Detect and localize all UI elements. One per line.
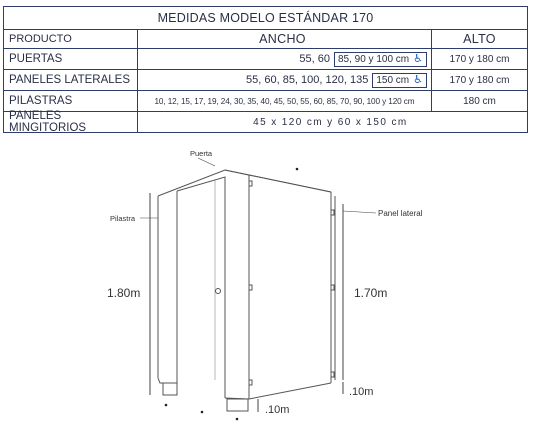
bracket-mark [249,285,252,290]
left-pilaster [158,191,177,383]
wheelchair-icon: ♿ [413,73,423,86]
width-boxed: 85, 90 y 100 cm [337,53,410,65]
label-side-panel: Panel lateral [378,209,423,218]
side-panel [249,175,331,399]
width-plain: 10, 12, 15, 17, 19, 24, 30, 35, 40, 45, 50, 55, 60, 85, 70, 90, 100 y 120 cm [154,96,415,106]
row-height: 170 y 180 cm [449,74,510,86]
width-boxed: 150 cm [376,74,410,86]
bracket-mark [331,285,334,290]
label-gap-front: .10m [265,404,290,416]
bracket-mark [331,372,334,377]
label-height-side: 1.70m [354,286,388,300]
width-plain: 55, 60 [299,53,330,65]
width-plain: 45 x 120 cm y 60 x 150 cm [253,116,408,128]
row-product: PANELES MINGITORIOS [4,112,138,132]
front-pilaster [225,170,249,399]
bracket-mark [331,210,334,215]
row-product: PANELES LATERALES [4,70,138,90]
header-height: ALTO [463,32,496,46]
header-product: PRODUCTO [4,30,138,48]
door-handle [216,289,221,294]
row-height: 170 y 180 cm [449,53,510,65]
bracket-mark [249,380,252,385]
bracket-mark [249,181,252,186]
label-door: Puerta [190,149,213,158]
leader-side-panel [343,211,376,213]
label-pilaster: Pilastra [110,214,136,223]
width-plain: 55, 60, 85, 100, 120, 135 [246,74,369,86]
table-title: MEDIDAS MODELO ESTÁNDAR 170 [157,11,374,25]
label-gap-side: .10m [349,386,374,398]
wheelchair-icon: ♿ [413,52,423,65]
door [177,177,225,398]
header-width: ANCHO [138,30,432,48]
row-product: PILASTRAS [4,91,138,111]
left-pilaster-foot [163,383,177,395]
front-pilaster-foot [227,399,248,411]
row-height: 180 cm [463,95,496,107]
leader-door [198,158,215,166]
label-height-front: 1.80m [107,286,141,300]
row-product: PUERTAS [4,49,138,69]
